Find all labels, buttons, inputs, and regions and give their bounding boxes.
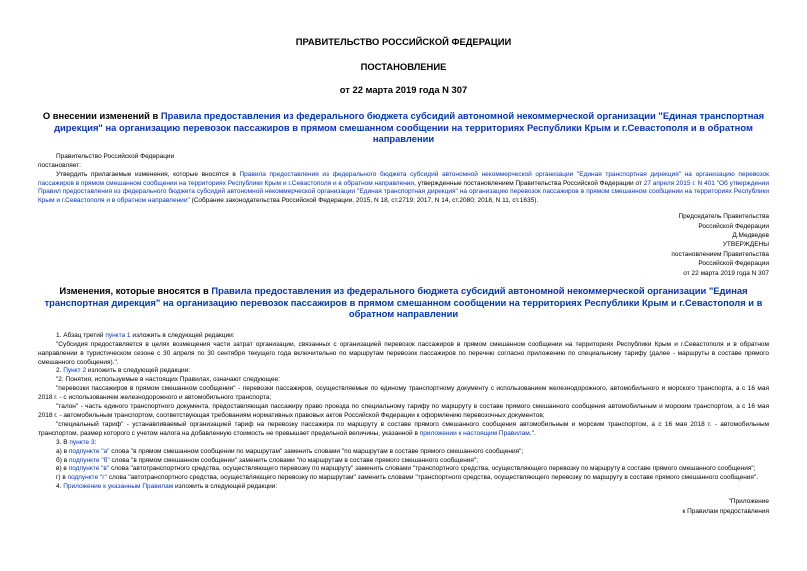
org-heading: ПРАВИТЕЛЬСТВО РОССИЙСКОЙ ФЕДЕРАЦИИ — [295, 36, 512, 47]
appendix-link[interactable]: приложении к настоящим Правилам — [419, 429, 530, 437]
approval-line: Российской Федерации — [698, 260, 769, 268]
item-text: изложить в следующей редакции: — [86, 367, 191, 375]
item-text: .". — [529, 429, 536, 437]
item-text: "специальный тариф" - устанавливаемый организацией тариф на перевозку пассажира по маршруту в составе прямого смешанного сообщения автомобильным и морским транспортом, а с 16 мая 2018 г. - автомобильным транспортом, размер которого с учетом налога на добавленную стоимость не превышает предельной величины, указанной в — [38, 420, 769, 437]
subitem-b-link[interactable]: подпункте "б" — [68, 456, 110, 464]
item-text: б) в — [56, 456, 69, 464]
preamble-resolution-link[interactable]: 27 апреля 2015 г. N 401 "Об утверждении Правил предоставления из федерального бюджета субсидий автономной некоммерческой организации "Единая транспортная дирекция" на организацию перевозок пассажиров в прямом смешанном сообщении на территориях Республики Крым и г.Севастополя и в обратном направлении" — [38, 179, 770, 205]
appendix-line: "Приложение — [728, 498, 769, 506]
item-1-link[interactable]: пункта 1 — [105, 331, 131, 339]
item-4 — [38, 483, 769, 492]
item-text: : — [94, 438, 97, 446]
item-3-link[interactable]: пункте 3 — [69, 438, 95, 446]
signature-line: Российской Федерации — [698, 222, 769, 230]
preamble-text-c: (Собрание законодательства Российской Федерации, 2015, N 18, ст.2719; 2017, N 14, ст.2080; 2018, N 11, ст.1635). — [189, 197, 539, 205]
appendix-line: к Правилам предоставления — [682, 507, 769, 515]
preamble-government: Правительство Российской Федерации — [56, 152, 175, 160]
item-2-quote-3: "талон" - часть единого транспортного документа, предоставляющая пассажиру право проезда по специальному тарифу по маршруту в составе прямого смешанного сообщения автомобильным и морским транспортом, а с 16 мая 2018 г. - автомобильным транспортом, соответствующая требованиям нормативных правовых актов Российской Федерации к оформлению перевозочных документов; — [38, 403, 769, 419]
item-text: изложить в следующей редакции: — [130, 331, 235, 339]
signature-line: Д.Медведев — [732, 232, 769, 240]
item-text: 2. — [56, 367, 64, 375]
title-rules-link[interactable]: Правила предоставления из федерального бюджета субсидий автономной некоммерческой организации "Единая транспортная дирекция" на организацию перевозок пассажиров в прямом смешанном сообщении на территориях Республики Крым и г.Севастополя и в обратном направлении — [54, 110, 765, 145]
item-text: г) в — [56, 474, 68, 482]
item-2-quote-4 — [38, 421, 769, 439]
appendix-heading — [38, 497, 769, 516]
signature-line: Председатель Правительства — [678, 213, 769, 221]
item-2-quote-1: "2. Понятия, используемые в настоящих Правилах, означают следующее: — [56, 376, 280, 384]
subitem-a-link[interactable]: подпункте "а" — [68, 447, 110, 455]
changes-rules-link[interactable]: Правила предоставления из федерального бюджета субсидий автономной некоммерческой организации "Единая транспортная дирекция" на организацию перевозок пассажиров в прямом смешанном сообщении на территориях Республики Крым и г.Севастополя и в обратном направлении — [44, 285, 763, 320]
changes-title — [38, 285, 769, 320]
item-text: слова "автотранспортного средства, осуществляющего перевозку по маршруту" заменить словами "транспортного средства, осуществляющего перевозку по маршруту в составе прямого смешанного сообщения"; — [109, 465, 756, 473]
item-3g — [38, 474, 769, 483]
changes-title-prefix: Изменения, которые вносятся в — [59, 285, 212, 297]
doc-type-heading: ПОСТАНОВЛЕНИЕ — [360, 61, 447, 72]
preamble-text-a: Утвердить прилагаемые изменения, которые вносятся в — [56, 170, 240, 178]
preamble — [38, 153, 769, 206]
item-4-link[interactable]: Приложение к указанным Правилам — [63, 483, 174, 491]
preamble-text-b: , утвержденные постановлением Правительства Российской Федерации от — [414, 179, 644, 187]
preamble-resolves: постановляет: — [38, 161, 81, 169]
item-text: а) в — [56, 447, 69, 455]
approval-line: постановлением Правительства — [671, 250, 769, 258]
document-title — [38, 110, 769, 145]
item-text: в) в — [56, 465, 69, 473]
item-3a — [38, 448, 769, 457]
item-text: слова "автотранспортного средства, осуществляющего перевозку по маршрутам" заменить словами "транспортного средства, осуществляющего перевозку по маршруту в составе прямого смешанного сообщения". — [106, 474, 759, 482]
item-2-quote-2: "перевозки пассажиров в прямом смешанном сообщении" - перевозки пассажиров, осуществляемые по единому транспортному документу с использованием железнодорожного, автомобильного и морского транспорта, а с 16 мая 2018 г. - с использованием железнодорожного и автомобильного транспорта; — [38, 385, 769, 402]
item-text: 1. Абзац третий — [56, 331, 106, 339]
item-2-link[interactable]: Пункт 2 — [63, 367, 87, 375]
subitem-g-link[interactable]: подпункте "г" — [67, 474, 107, 482]
item-1-quote: "Субсидия предоставляется в целях возмещения части затрат организации, связанных с организацией перевозок пассажиров в прямом смешанном сообщении на территориях Республики Крым и г.Севастополя и в обратном направлении в туристическом сезоне с 30 апреля по 30 сентября текущего года включительно по маршрутам перевозок пассажиров по перечню согласно приложению по специальному тарифу (далее - маршруты в составе прямого смешанного сообщения).". — [38, 340, 769, 366]
item-3v — [38, 465, 769, 474]
subitem-v-link[interactable]: подпункте "в" — [68, 465, 110, 473]
title-prefix: О внесении изменений в — [42, 110, 161, 121]
item-text: 3. В — [56, 438, 70, 446]
item-3 — [38, 439, 769, 448]
date-number-heading: от 22 марта 2019 года N 307 — [339, 84, 468, 95]
item-text: 4. — [56, 483, 64, 491]
signature-block — [38, 212, 769, 278]
approval-line: УТВЕРЖДЕНЫ — [722, 241, 769, 249]
item-text: слова "в прямом смешанном сообщении" заменить словами "по маршрутам в составе прямого смешанного сообщения"; — [109, 456, 479, 464]
preamble-rules-link[interactable]: Правила предоставления из федерального бюджета субсидий автономной некоммерческой организации "Единая транспортная дирекция" на организацию перевозок пассажиров в прямом смешанном сообщении на территориях Республики Крым и г.Севастополя и в обратном направлении — [38, 170, 769, 187]
approval-line: от 22 марта 2019 года N 307 — [683, 269, 769, 277]
preamble-paragraph — [38, 171, 769, 207]
item-1 — [38, 332, 769, 341]
item-2 — [38, 367, 769, 376]
item-text: слова "в прямом смешанном сообщении по маршрутам" заменить словами "по маршрутам в составе прямого смешанного сообщения"; — [109, 447, 524, 455]
item-text: изложить в следующей редакции: — [173, 483, 278, 491]
changes-body — [38, 332, 769, 492]
